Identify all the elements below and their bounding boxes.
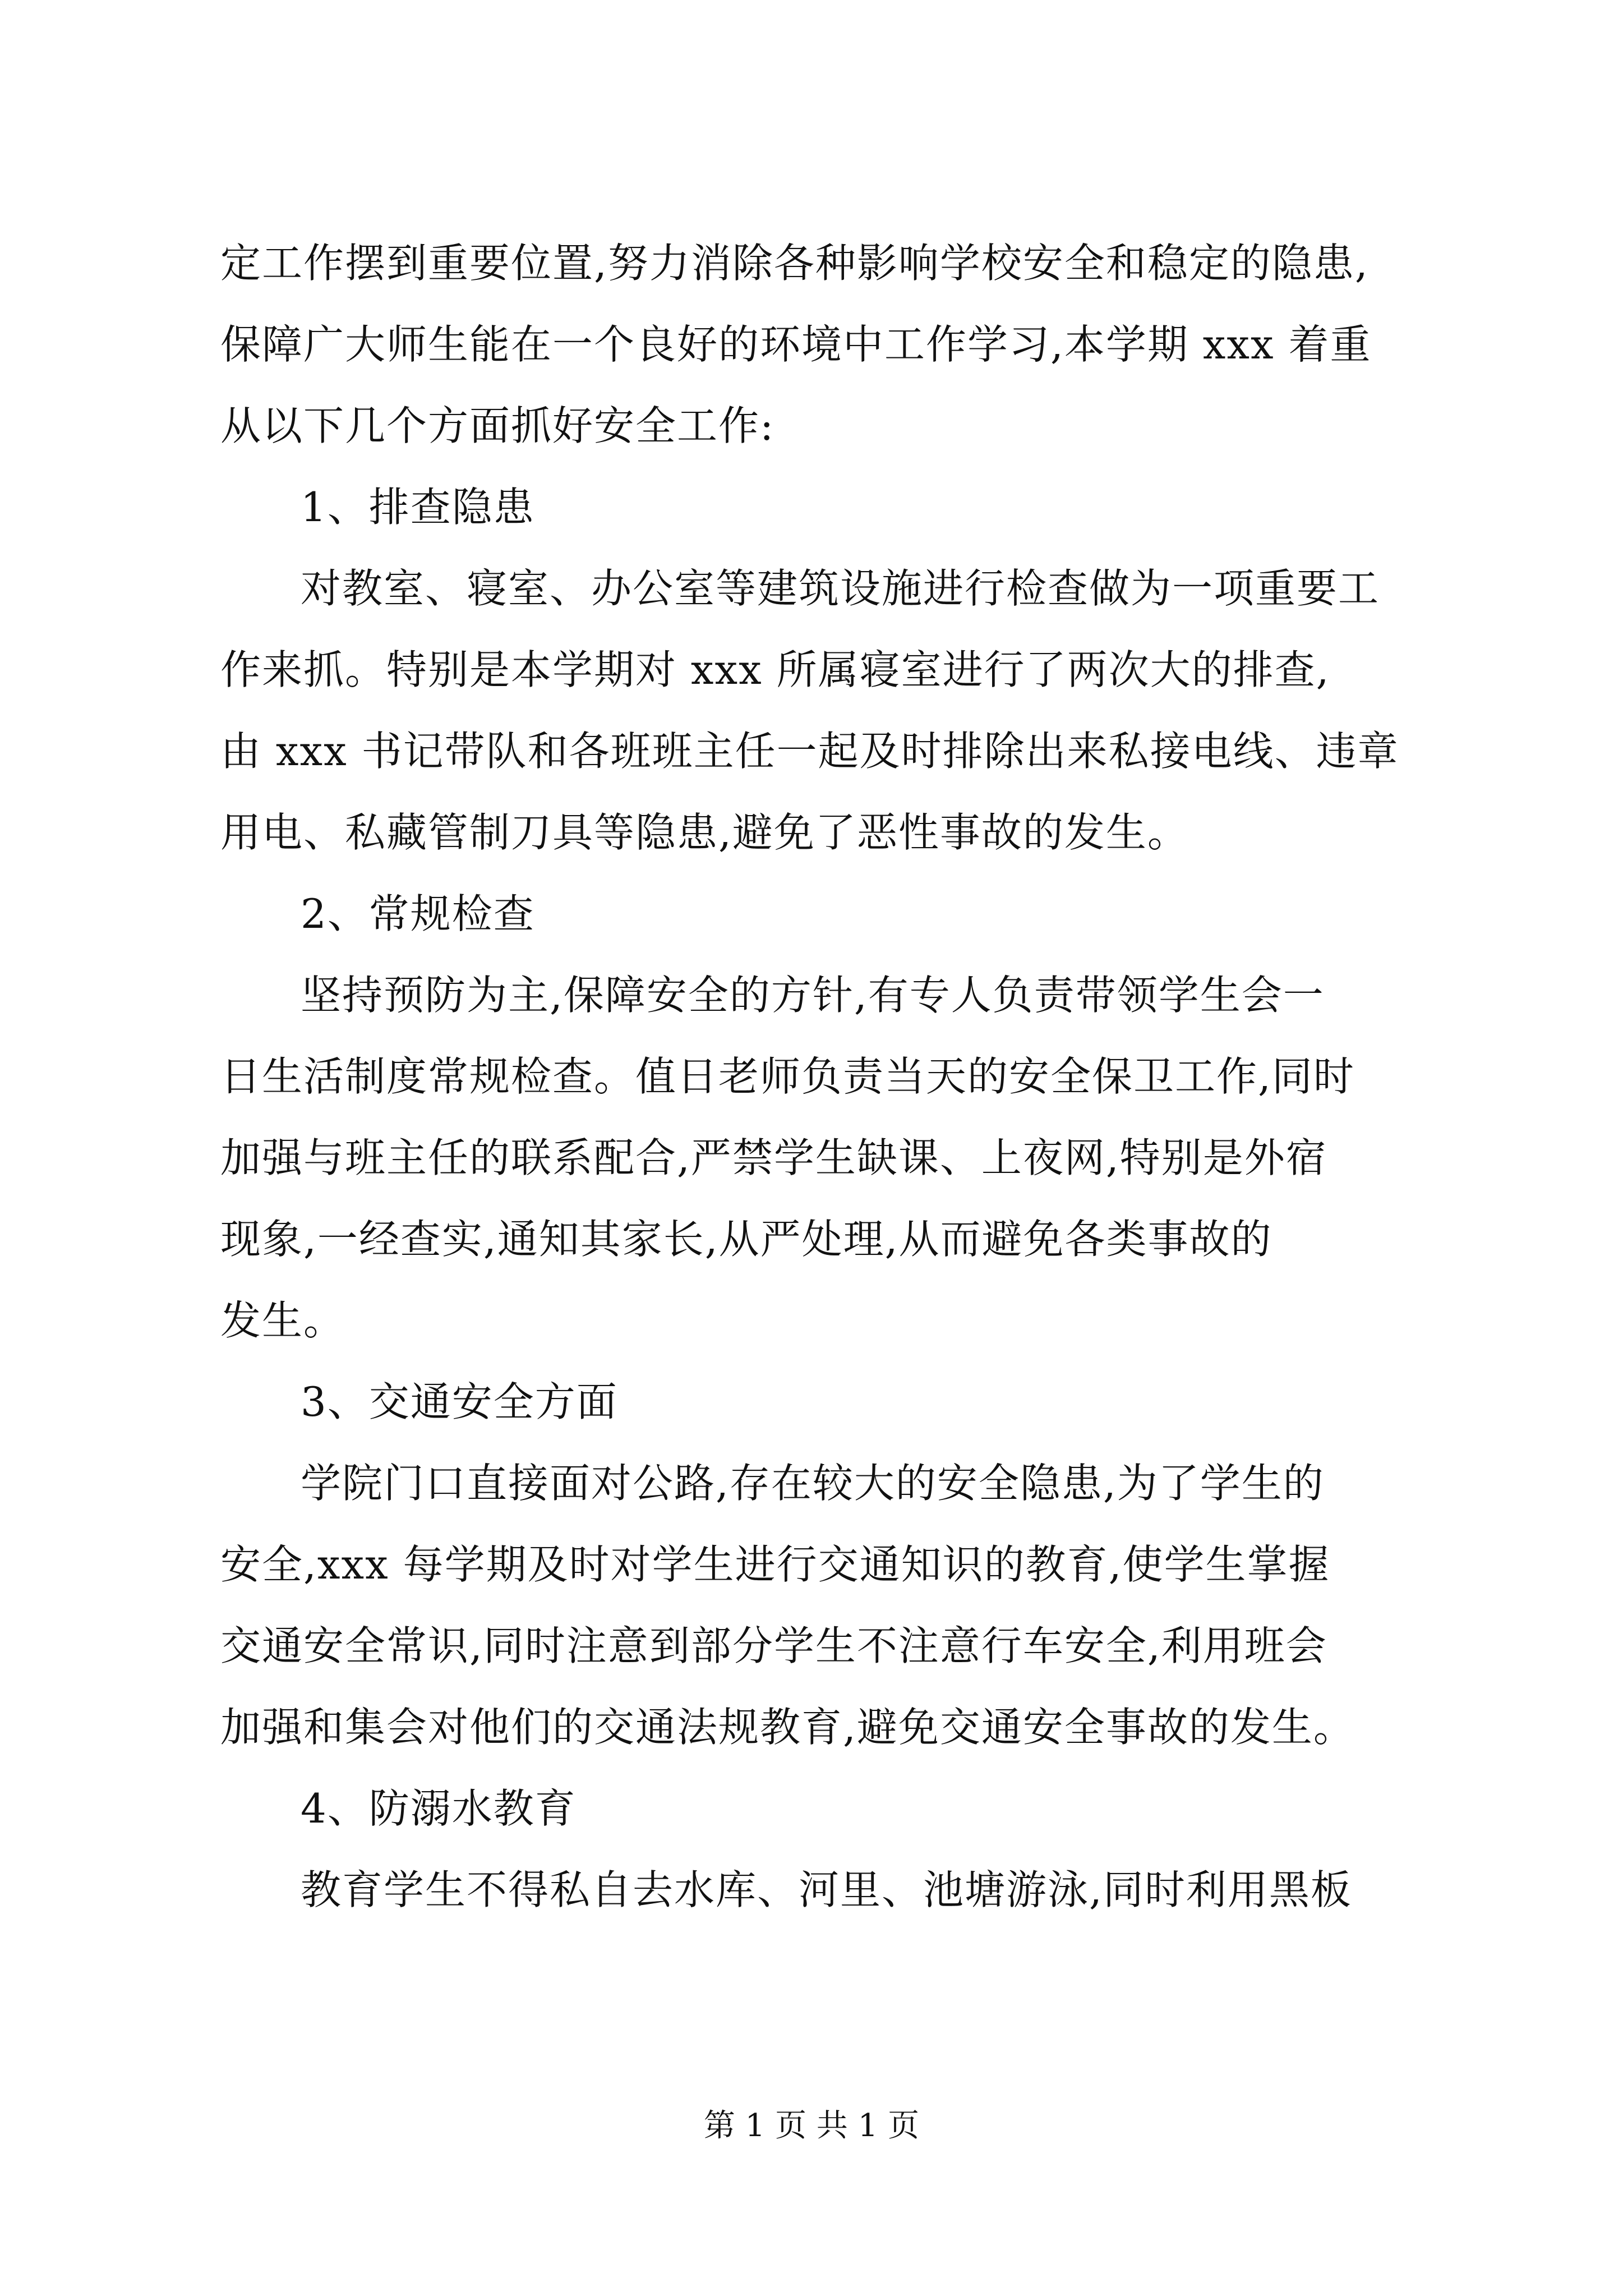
page-footer: 第 1 页 共 1 页 xyxy=(703,2108,920,2144)
text-line: 1、排查隐患 xyxy=(301,484,535,531)
text-line: 加强与班主任的联系配合,严禁学生缺课、上夜网,特别是外宿 xyxy=(220,1134,1327,1181)
text-line: 交通安全常识,同时注意到部分学生不注意行车安全,利用班会 xyxy=(220,1622,1327,1669)
text-line: 对教室、寝室、办公室等建筑设施进行检查做为一项重要工 xyxy=(301,565,1380,612)
text-line: 教育学生不得私自去水库、河里、池塘游泳,同时利用黑板 xyxy=(301,1866,1352,1913)
text-line: 坚持预防为主,保障安全的方针,有专人负责带领学生会一 xyxy=(301,972,1325,1019)
text-line: 从以下几个方面抓好安全工作: xyxy=(220,402,775,449)
text-line: 学院门口直接面对公路,存在较大的安全隐患,为了学生的 xyxy=(301,1460,1325,1507)
text-line: 安全,xxx 每学期及时对学生进行交通知识的教育,使学生掌握 xyxy=(220,1541,1330,1588)
text-line: 加强和集会对他们的交通法规教育,避免交通安全事故的发生。 xyxy=(220,1704,1355,1751)
text-line: 保障广大师生能在一个良好的环境中工作学习,本学期 xxx 着重 xyxy=(220,321,1372,368)
text-line: 4、防溺水教育 xyxy=(301,1785,577,1832)
text-line: 定工作摆到重要位置,努力消除各种影响学校安全和稳定的隐患, xyxy=(220,240,1369,287)
text-line: 日生活制度常规检查。值日老师负责当天的安全保卫工作,同时 xyxy=(220,1053,1355,1100)
text-line: 作来抓。特别是本学期对 xxx 所属寝室进行了两次大的排查, xyxy=(220,646,1330,693)
document-body xyxy=(220,223,1443,1931)
text-line: 3、交通安全方面 xyxy=(301,1378,618,1425)
text-line: 2、常规检查 xyxy=(301,890,535,937)
text-line: 由 xxx 书记带队和各班班主任一起及时排除出来私接电线、违章 xyxy=(220,728,1399,775)
text-line: 用电、私藏管制刀具等隐患,避免了恶性事故的发生。 xyxy=(220,809,1189,856)
text-line: 发生。 xyxy=(220,1297,345,1344)
text-line: 现象,一经查实,通知其家长,从严处理,从而避免各类事故的 xyxy=(220,1216,1272,1263)
